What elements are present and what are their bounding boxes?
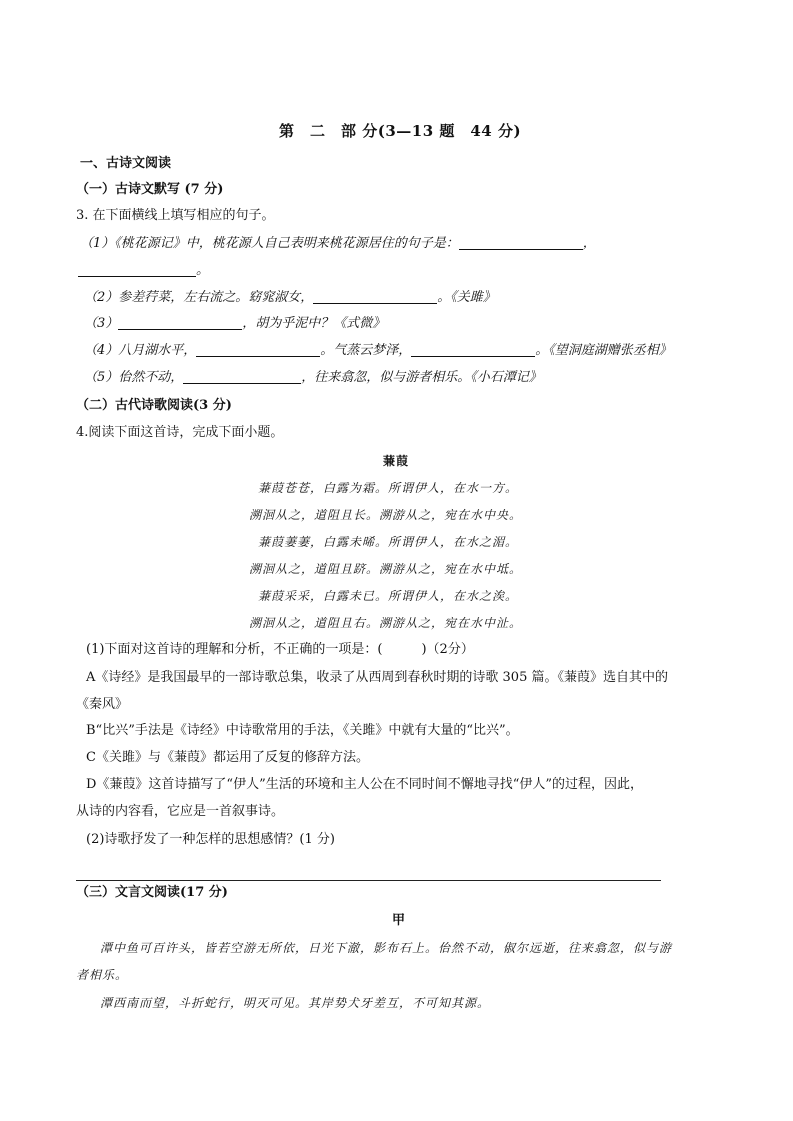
poem-line: 溯洄从之，道阻且长。溯游从之，宛在水中央。 xyxy=(249,508,523,522)
subheading-dictation: （一）古诗文默写 (7 分) xyxy=(76,182,224,197)
poem-line: 溯洄从之，道阻且跻。溯游从之，宛在水中坻。 xyxy=(249,562,523,576)
answer-line[interactable] xyxy=(76,880,661,881)
passage-paragraph-1-continued: 者相乐。 xyxy=(76,968,129,982)
option-a: A《诗经》是我国最早的一部诗歌总集，收录了从西周到春秋时期的诗歌 305 篇。《蒹葭》选自其中的 xyxy=(86,670,668,685)
q3-item-3-text-b: ，胡为乎泥中？《式微》 xyxy=(242,316,386,331)
passage-label: 甲 xyxy=(392,913,406,928)
poem-line: 蒹葭萋萋，白露未晞。所谓伊人，在水之湄。 xyxy=(258,535,519,549)
q3-item-1-end: 。 xyxy=(196,263,210,278)
option-c: C《关雎》与《蒹葭》都运用了反复的修辞方法。 xyxy=(86,750,369,765)
answer-blank[interactable] xyxy=(313,289,437,304)
poem-title: 蒹葭 xyxy=(383,454,410,468)
option-d-continued: 从诗的内容看，它应是一首叙事诗。 xyxy=(76,804,285,819)
subheading-poetry-reading: （二）古代诗歌阅读(3 分) xyxy=(76,398,232,413)
section-title: 第 二 部 分(3—13 题 44 分) xyxy=(279,122,522,140)
q3-item-2-text-a: （2）参差荇菜，左右流之。窈窕淑女， xyxy=(84,290,314,305)
option-d: D《蒹葭》这首诗描写了“伊人”生活的环境和主人公在不同时间不懈地寻找“伊人”的过程，因此， xyxy=(86,777,644,792)
option-a-continued: 《秦风》 xyxy=(76,697,129,712)
q3-item-4-text-b: 。气蒸云梦泽， xyxy=(320,343,412,358)
sub-question-2: (2)诗歌抒发了一种怎样的思想感情？(1 分) xyxy=(86,832,335,847)
q3-item-5 xyxy=(84,369,542,387)
q3-item-5-text-a: （5）佁然不动， xyxy=(84,370,184,385)
answer-blank[interactable] xyxy=(411,342,535,357)
answer-blank[interactable] xyxy=(118,315,242,330)
q3-item-4-text-c: 。《望洞庭湖赠张丞相》 xyxy=(535,343,672,358)
q3-item-3-text-a: （3） xyxy=(84,316,119,331)
subheading-classical-prose: （三）文言文阅读(17 分) xyxy=(76,885,228,900)
answer-blank[interactable] xyxy=(78,262,196,277)
poem-line: 溯洄从之，道阻且右。溯游从之，宛在水中沚。 xyxy=(249,616,523,630)
answer-blank[interactable] xyxy=(459,235,583,250)
question-4-stem: 4.阅读下面这首诗，完成下面小题。 xyxy=(76,425,284,440)
heading-classical-reading: 一、古诗文阅读 xyxy=(80,156,172,171)
option-b: B“比兴”手法是《诗经》中诗歌常用的手法，《关雎》中就有大量的“比兴”。 xyxy=(86,723,519,738)
q3-item-1-comma: ， xyxy=(582,236,596,251)
q3-item-4 xyxy=(84,342,672,360)
passage-paragraph-2: 潭西南而望，斗折蛇行，明灭可见。其岸势犬牙差互，不可知其源。 xyxy=(100,996,491,1010)
passage-paragraph-1: 潭中鱼可百许头，皆若空游无所依，日光下澈，影布石上。佁然不动，俶尔远逝，往来翕忽，似与游 xyxy=(100,941,673,955)
q3-item-2 xyxy=(84,289,496,307)
q3-item-1-continued xyxy=(78,262,209,280)
q3-item-4-text-a: （4）八月湖水平， xyxy=(84,343,197,358)
poem-line: 蒹葭采采，白露未已。所谓伊人，在水之涘。 xyxy=(258,589,519,603)
q3-item-2-text-b: 。《关雎》 xyxy=(437,290,496,305)
q3-item-5-text-b: ，往来翕忽，似与游者相乐。《小石潭记》 xyxy=(301,370,542,385)
sub-question-1: (1)下面对这首诗的理解和分析，不正确的一项是：( )（2分） xyxy=(86,642,474,657)
poem-line: 蒹葭苍苍，白露为霜。所谓伊人，在水一方。 xyxy=(258,481,519,495)
q3-item-1-text: （1）《桃花源记》中，桃花源人自己表明来桃花源居住的句子是： xyxy=(80,236,459,251)
q3-item-3 xyxy=(84,315,385,333)
answer-blank[interactable] xyxy=(196,342,320,357)
answer-blank[interactable] xyxy=(183,369,301,384)
q3-item-1 xyxy=(80,235,596,253)
question-3-stem: 3. 在下面横线上填写相应的句子。 xyxy=(76,208,275,223)
